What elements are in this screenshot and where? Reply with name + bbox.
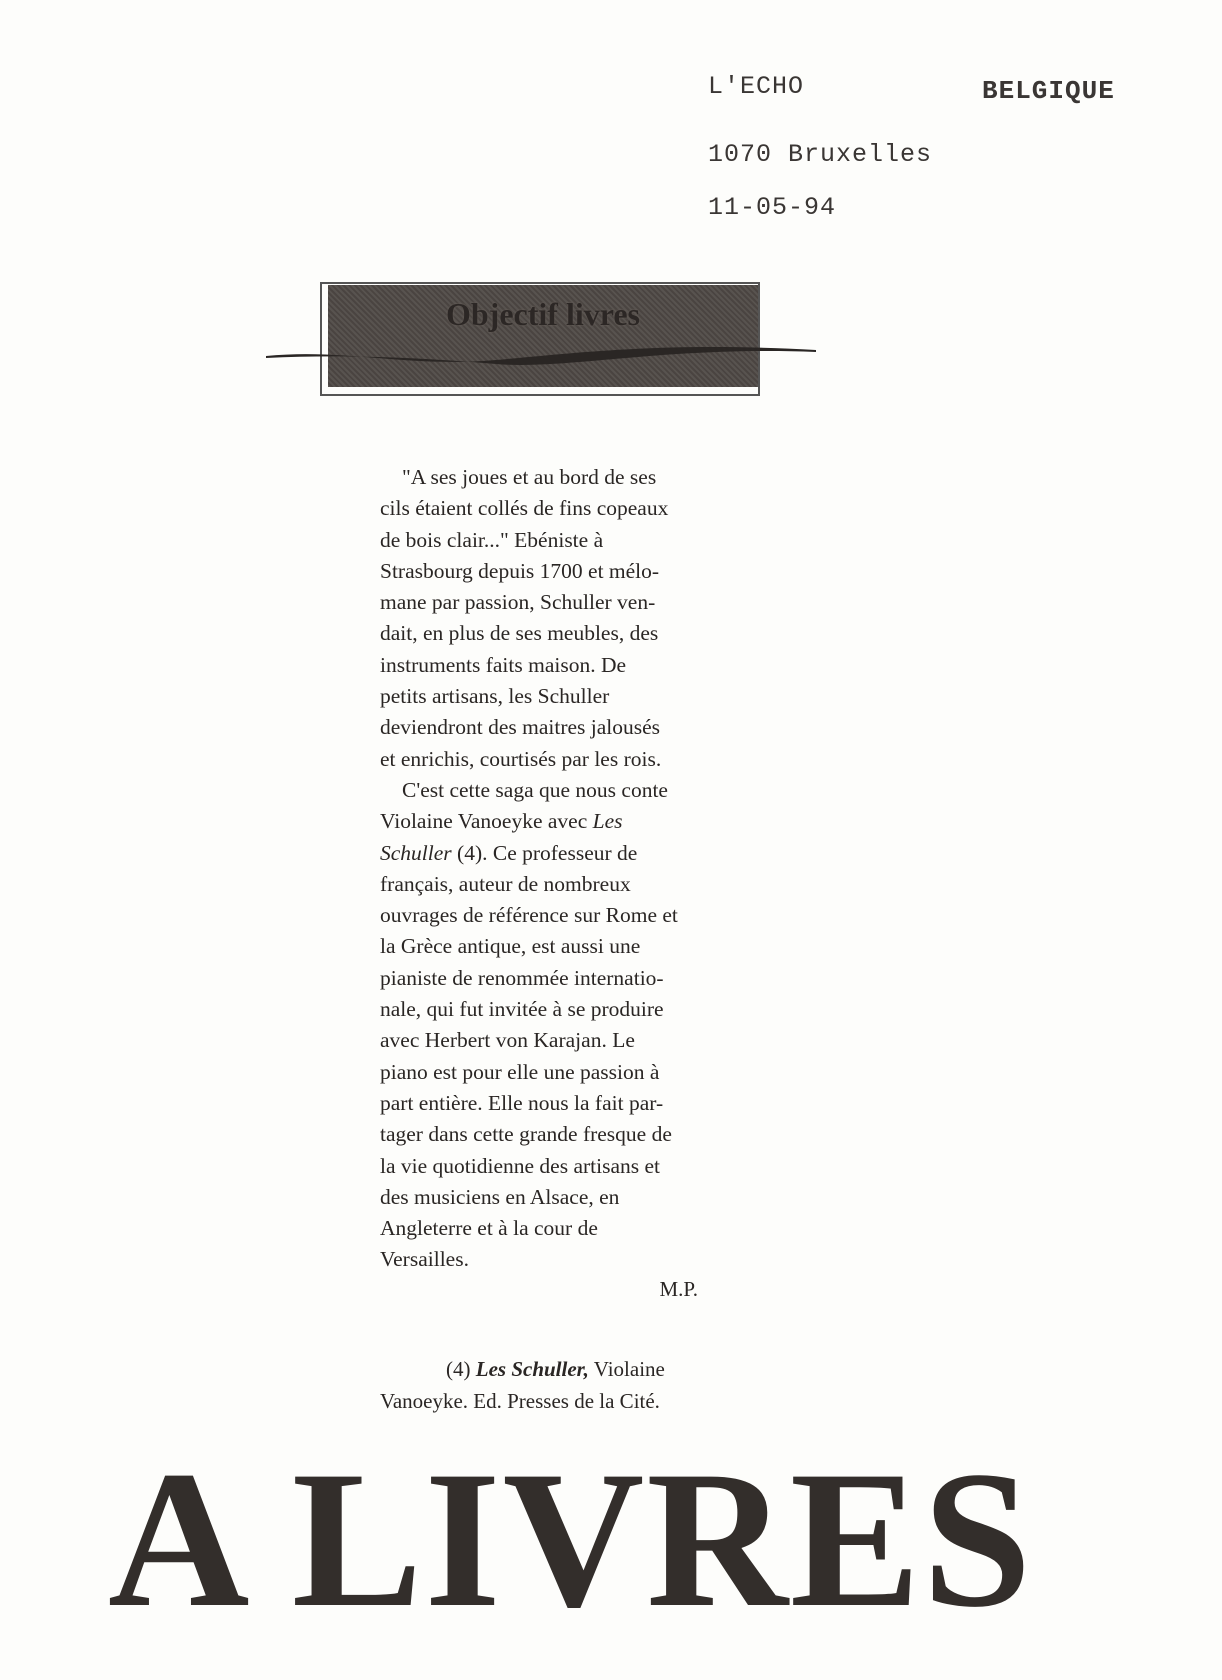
rubric-title: Objectif livres <box>445 296 640 332</box>
article-line: et enrichis, courtisés par les rois. <box>380 746 662 771</box>
article-body <box>380 462 698 1276</box>
article-line: tager dans cette grande fresque de <box>380 1122 672 1147</box>
article-text: (4). Ce professeur de <box>451 840 638 865</box>
article-line: pianiste de renommée internatio- <box>380 965 664 990</box>
article-line: dait, en plus de ses meubles, des <box>380 621 659 646</box>
article-line <box>380 838 698 869</box>
article-line: petits artisans, les Schuller <box>380 684 610 709</box>
article-line: la Grèce antique, est aussi une <box>380 934 641 959</box>
article-line: français, auteur de nombreux <box>380 871 631 896</box>
article-line: Strasbourg depuis 1700 et mélo- <box>380 558 660 583</box>
article-line: ouvrages de référence sur Rome et <box>380 903 678 928</box>
article-line: avec Herbert von Karajan. Le <box>380 1028 635 1053</box>
footnote-line <box>380 1353 698 1385</box>
article-line: nale, qui fut invitée à se produire <box>380 997 664 1022</box>
article-line: C'est cette saga que nous conte <box>402 777 668 802</box>
city-line: 1070 Bruxelles <box>708 140 933 169</box>
footnote-line: Vanoeyke. Ed. Presses de la Cité. <box>380 1389 660 1413</box>
section-headline: A LIVRES <box>108 1431 1034 1648</box>
country-name: BELGIQUE <box>982 76 1115 106</box>
article-line: Angleterre et à la cour de <box>380 1216 598 1241</box>
rubric-swoosh <box>266 330 826 380</box>
article-line: de bois clair..." Ebéniste à <box>380 527 604 552</box>
footnote-book-title: Les Schuller, <box>475 1357 589 1381</box>
article-line: instruments faits maison. De <box>380 652 627 677</box>
source-name: L'ECHO <box>708 72 805 101</box>
article-line: Versailles. <box>380 1247 469 1272</box>
article-line <box>380 806 698 837</box>
footnote-text: Violaine <box>588 1357 665 1381</box>
article-line: la vie quotidienne des artisans et <box>380 1153 661 1178</box>
book-title: Schuller <box>380 840 452 865</box>
article-line: piano est pour elle une passion à <box>380 1059 660 1084</box>
article-line: "A ses joues et au bord de ses <box>402 465 657 489</box>
article-line: deviendront des maitres jalousés <box>380 715 661 740</box>
article-text: Violaine Vanoeyke avec <box>380 809 593 834</box>
article-line: mane par passion, Schuller ven- <box>380 590 656 615</box>
article-line: part entière. Elle nous la fait par- <box>380 1090 664 1115</box>
footnote <box>380 1353 698 1417</box>
article-line: des musiciens en Alsace, en <box>380 1184 620 1209</box>
author-signature: M.P. <box>659 1277 698 1301</box>
footnote-number: (4) <box>446 1357 476 1381</box>
date-line: 11-05-94 <box>708 193 837 222</box>
article-line: cils étaient collés de fins copeaux <box>380 496 669 521</box>
book-title: Les <box>592 809 623 834</box>
